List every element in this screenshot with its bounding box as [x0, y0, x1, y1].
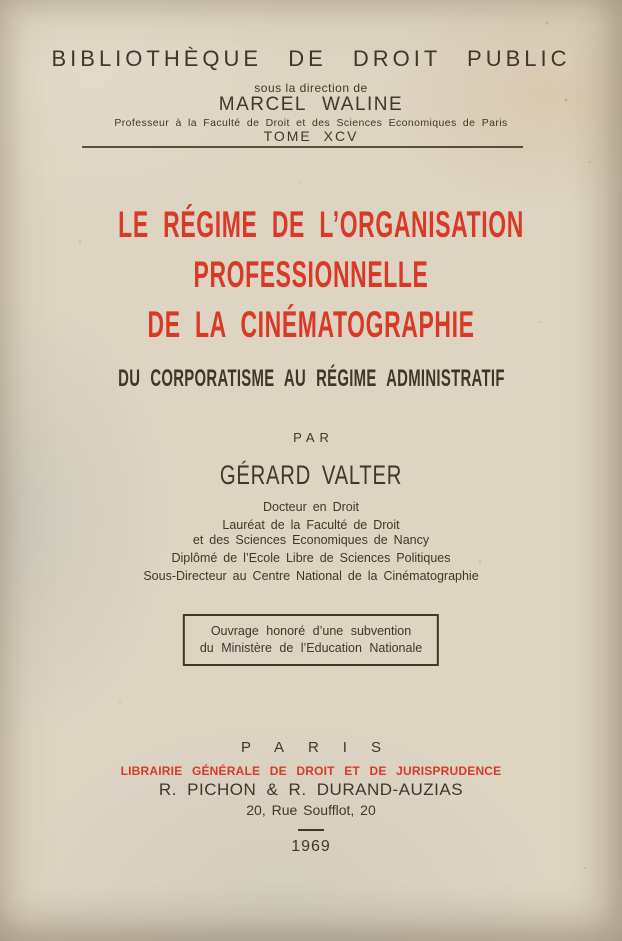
par-label: PAR — [293, 430, 334, 445]
author-name: GÉRARD VALTER — [219, 460, 403, 490]
year-divider-rule — [298, 829, 324, 831]
series-director-title: Professeur à la Faculté de Droit et des Sciences Economiques de Paris — [114, 117, 508, 129]
book-title-line-2: PROFESSIONNELLE — [193, 254, 429, 295]
author-credential: Sous-Directeur au Centre National de la Cinématographie — [143, 569, 479, 583]
book-subtitle: DU CORPORATISME AU RÉGIME ADMINISTRATIF — [118, 365, 505, 392]
series-direction-label: sous la direction de — [254, 81, 368, 95]
author-credential: et des Sciences Economiques de Nancy — [192, 533, 430, 547]
book-title — [0, 200, 622, 350]
imprint-city: PARIS — [241, 739, 405, 756]
imprint-publisher: LIBRAIRIE GÉNÉRALE DE DROIT ET DE JURISPRUDENCE — [120, 764, 502, 778]
author-credential: Lauréat de la Faculté de Droit — [222, 518, 400, 532]
author-credentials — [0, 497, 622, 584]
imprint-year: 1969 — [291, 838, 331, 855]
grant-notice-box — [183, 614, 439, 666]
imprint-address: 20, Rue Soufflot, 20 — [246, 802, 376, 818]
imprint-firm-names: R. PICHON & R. DURAND-AUZIAS — [158, 780, 464, 799]
header-divider-rule — [82, 146, 523, 148]
grant-notice-line-2: du Ministère de l’Education Nationale — [199, 641, 423, 655]
series-title: BIBLIOTHÈQUE DE DROIT PUBLIC — [51, 46, 571, 71]
grant-notice-line-1: Ouvrage honoré d’une subvention — [210, 624, 412, 638]
author-credential: Diplômé de l’Ecole Libre de Sciences Politiques — [171, 551, 451, 565]
series-director-name: MARCEL WALINE — [218, 94, 404, 115]
book-title-line-1: LE RÉGIME DE L’ORGANISATION — [118, 204, 524, 245]
author-credential: Docteur en Droit — [262, 500, 359, 514]
series-tome-number: TOME XCV — [263, 128, 359, 144]
book-title-line-3: DE LA CINÉMATOGRAPHIE — [147, 304, 475, 345]
